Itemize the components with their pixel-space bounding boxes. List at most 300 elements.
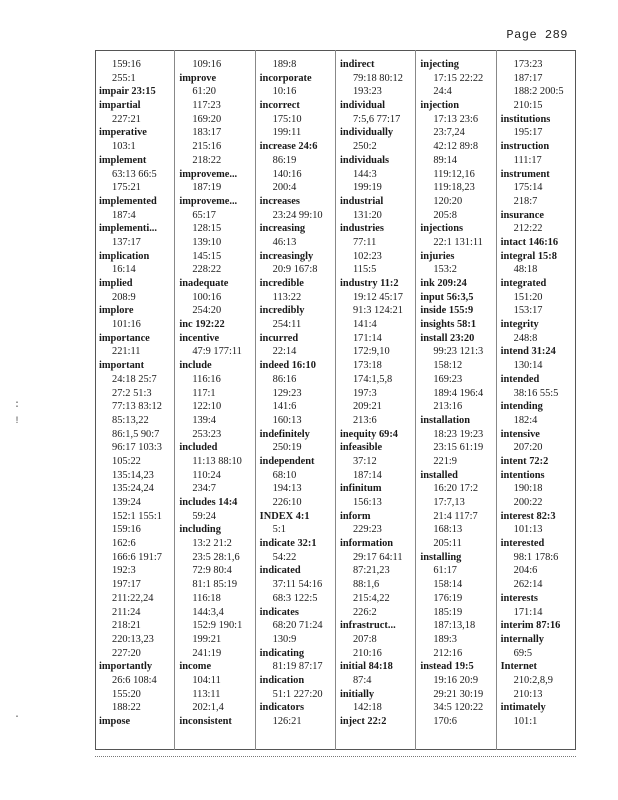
index-reference: 137:17 <box>112 236 141 248</box>
index-reference: 141:4 <box>352 319 377 331</box>
index-reference: 226:2 <box>352 606 377 618</box>
index-reference: 173:23 <box>513 59 543 70</box>
index-reference: 65:17 <box>192 209 216 221</box>
index-term: indefinitely <box>259 428 310 440</box>
index-term: indeed 16:10 <box>259 360 316 372</box>
index-term: instrument <box>500 168 550 180</box>
index-term: injecting <box>420 59 459 70</box>
index-reference: 110:24 <box>192 469 221 481</box>
index-reference: 199:11 <box>272 127 302 139</box>
index-term: income <box>179 661 212 673</box>
index-reference: 205:11 <box>433 538 462 550</box>
index-term: incorrect <box>259 100 300 112</box>
index-reference: 156:13 <box>352 497 382 508</box>
index-reference: 29:17 64:11 <box>352 551 403 563</box>
index-column <box>497 50 576 750</box>
index-reference: 17:15 22:22 <box>433 72 484 84</box>
index-reference: 210:13 <box>513 688 543 700</box>
index-reference: 69:5 <box>513 647 533 659</box>
index-term: instead 19:5 <box>420 661 474 673</box>
index-reference: 199:19 <box>352 182 382 194</box>
index-reference: 86:16 <box>272 373 297 385</box>
index-reference: 113:11 <box>192 688 221 700</box>
index-reference: 241:19 <box>192 647 222 659</box>
index-reference: 142:18 <box>352 702 382 714</box>
index-reference: 81:19 87:17 <box>272 661 323 673</box>
index-reference: 85:13,22 <box>112 414 149 426</box>
index-reference: 190:18 <box>513 483 543 495</box>
index-reference: 47:9 177:11 <box>192 346 242 358</box>
index-reference: 208:9 <box>112 291 136 303</box>
index-reference: 210:15 <box>513 100 543 112</box>
index-term: included <box>179 442 218 454</box>
index-term: inconsistent <box>179 716 232 727</box>
index-reference: 209:21 <box>352 401 382 413</box>
index-reference: 19:12 45:17 <box>352 291 403 303</box>
index-term: indicates <box>259 606 299 618</box>
index-reference: 153:17 <box>513 305 543 317</box>
index-reference: 159:16 <box>112 59 141 70</box>
index-reference: 42:12 89:8 <box>433 141 479 153</box>
index-term: inadequate <box>179 278 229 289</box>
index-reference: 200:22 <box>513 497 543 508</box>
index-reference: 213:16 <box>433 401 463 413</box>
index-reference: 139:4 <box>192 414 216 426</box>
index-term: industrial <box>339 195 384 207</box>
index-reference: 117:23 <box>192 100 221 112</box>
index-term: integral 15:8 <box>500 250 557 262</box>
index-reference: 120:20 <box>433 195 463 207</box>
index-reference: 169:20 <box>192 113 222 125</box>
index-reference: 116:16 <box>192 373 221 385</box>
index-reference: 111:17 <box>513 154 542 166</box>
index-reference: 171:14 <box>352 332 382 344</box>
index-reference: 23:5 28:1,6 <box>192 551 240 563</box>
index-reference: 109:16 <box>192 59 222 70</box>
index-reference: 102:23 <box>352 250 382 262</box>
index-reference: 77:11 <box>352 236 377 248</box>
index-reference: 151:20 <box>513 291 543 303</box>
index-reference: 140:16 <box>272 168 302 180</box>
index-term: improve <box>179 72 217 84</box>
index-term: includes 14:4 <box>179 497 238 508</box>
index-reference: 187:19 <box>192 182 222 194</box>
index-reference: 88:1,6 <box>352 579 380 591</box>
index-reference: 22:1 131:11 <box>433 236 483 248</box>
index-reference: 63:13 66:5 <box>112 168 157 180</box>
index-reference: 192:3 <box>112 565 136 577</box>
index-reference: 210:16 <box>352 647 382 659</box>
index-term: intact 146:16 <box>500 236 559 248</box>
index-reference: 86:19 <box>272 154 297 166</box>
index-reference: 227:21 <box>112 113 141 125</box>
index-reference: 197:3 <box>352 387 377 399</box>
index-reference: 250:19 <box>272 442 302 454</box>
index-term: implication <box>99 250 150 262</box>
index-term: internally <box>500 633 544 645</box>
index-reference: 61:20 <box>192 86 216 98</box>
index-term: important <box>99 360 145 372</box>
index-term: importance <box>99 332 150 344</box>
index-reference: 152:1 155:1 <box>112 510 162 522</box>
index-column <box>175 50 255 750</box>
index-reference: 91:3 124:21 <box>352 305 403 317</box>
index-term: install 23:20 <box>420 332 475 344</box>
index-reference: 215:16 <box>192 141 222 153</box>
index-reference: 176:19 <box>433 592 463 604</box>
index-term: importantly <box>99 661 153 673</box>
index-reference: 211:22,24 <box>112 592 154 604</box>
index-reference: 141:6 <box>272 401 297 413</box>
index-term: injuries <box>420 250 455 262</box>
index-reference: 119:18,23 <box>433 182 475 194</box>
index-reference: 72:9 80:4 <box>192 565 232 577</box>
index-term: implemented <box>99 195 157 207</box>
index-term: include <box>179 360 212 372</box>
index-term: incurred <box>259 332 299 344</box>
index-reference: 37:12 <box>352 455 377 467</box>
index-reference: 185:19 <box>433 606 463 618</box>
index-term: inc 192:22 <box>179 319 225 331</box>
index-reference: 61:17 <box>433 565 457 577</box>
index-term: indicators <box>259 702 305 714</box>
index-column <box>336 50 416 750</box>
index-reference: 34:5 120:22 <box>433 702 484 714</box>
index-term: intended <box>500 373 540 385</box>
index-term: interested <box>500 538 545 550</box>
index-reference: 144:3,4 <box>192 606 224 618</box>
index-reference: 202:1,4 <box>192 702 224 714</box>
index-reference: 116:18 <box>192 592 221 604</box>
index-reference: 23:15 61:19 <box>433 442 484 454</box>
index-term: infinitum <box>339 483 382 495</box>
index-reference: 160:13 <box>272 414 302 426</box>
index-reference: 23:24 99:10 <box>272 209 323 221</box>
index-term: increases <box>259 195 300 207</box>
index-term: intend 31:24 <box>500 346 556 358</box>
index-term: improveme... <box>179 168 238 180</box>
index-reference: 189:3 <box>433 633 457 645</box>
index-reference: 19:16 20:9 <box>433 674 479 686</box>
index-reference: 226:10 <box>272 497 302 508</box>
index-reference: 16:14 <box>112 264 136 276</box>
index-reference: 135:24,24 <box>112 483 154 495</box>
index-reference: 189:4 196:4 <box>433 387 484 399</box>
index-reference: 117:1 <box>192 387 216 399</box>
index-reference: 100:16 <box>192 291 222 303</box>
index-reference: 87:21,23 <box>352 565 390 577</box>
index-term: indicated <box>259 565 301 577</box>
index-reference: 159:16 <box>112 524 141 536</box>
index-reference: 144:3 <box>352 168 377 180</box>
index-term: integrity <box>500 319 539 331</box>
index-reference: 229:23 <box>352 524 382 536</box>
index-reference: 213:6 <box>352 414 377 426</box>
index-reference: 139:24 <box>112 497 141 508</box>
index-term: information <box>339 538 394 550</box>
index-reference: 182:4 <box>513 414 538 426</box>
index-reference: 101:16 <box>112 319 141 331</box>
index-term: impartial <box>99 100 141 112</box>
index-term: interests <box>500 592 538 604</box>
index-term: indicate 32:1 <box>259 538 317 550</box>
page-number: Page 289 <box>506 28 568 42</box>
index-term: implore <box>99 305 134 317</box>
index-term: improveme... <box>179 195 238 207</box>
index-reference: 145:15 <box>192 250 222 262</box>
index-reference: 96:17 103:3 <box>112 442 162 454</box>
index-term: inject 22:2 <box>339 716 387 727</box>
index-reference: 195:17 <box>513 127 543 139</box>
index-term: installed <box>420 469 458 481</box>
index-reference: 86:1,5 90:7 <box>112 428 160 440</box>
index-reference: 77:13 83:12 <box>112 401 162 413</box>
index-reference: 207:8 <box>352 633 377 645</box>
index-term: interest 82:3 <box>500 510 556 522</box>
index-reference: 187:4 <box>112 209 136 221</box>
index-reference: 126:21 <box>272 716 302 727</box>
margin-mark: ! <box>14 416 21 427</box>
index-term: ink 209:24 <box>420 278 467 289</box>
index-reference: 59:24 <box>192 510 216 522</box>
index-term: intensive <box>500 428 540 440</box>
index-reference: 254:11 <box>272 319 302 331</box>
index-reference: 166:6 191:7 <box>112 551 162 563</box>
index-reference: 200:4 <box>272 182 297 194</box>
index-term: insurance <box>500 209 544 221</box>
index-reference: 113:22 <box>272 291 302 303</box>
index-reference: 17:13 23:6 <box>433 113 479 125</box>
index-reference: 153:2 <box>433 264 457 276</box>
index-term: incorporate <box>259 72 312 84</box>
index-reference: 68:10 <box>272 469 297 481</box>
index-reference: 103:1 <box>112 141 136 153</box>
index-reference: 87:4 <box>352 674 372 686</box>
index-term: INDEX 4:1 <box>259 510 310 522</box>
index-term: incredible <box>259 278 304 289</box>
index-reference: 211:24 <box>112 606 141 618</box>
index-reference: 173:18 <box>352 360 382 372</box>
index-reference: 174:1,5,8 <box>352 373 393 385</box>
index-reference: 29:21 30:19 <box>433 688 484 700</box>
index-reference: 115:5 <box>352 264 377 276</box>
index-reference: 162:6 <box>112 538 136 550</box>
index-reference: 158:12 <box>433 360 463 372</box>
index-term: intending <box>500 401 543 413</box>
index-reference: 101:13 <box>513 524 543 536</box>
index-reference: 128:15 <box>192 223 222 235</box>
index-reference: 122:10 <box>192 401 222 413</box>
index-reference: 170:6 <box>433 716 457 727</box>
index-term: inside 155:9 <box>420 305 474 317</box>
index-reference: 51:1 227:20 <box>272 688 323 700</box>
index-term: indirect <box>339 59 375 70</box>
index-reference: 205:8 <box>433 209 457 221</box>
index-column <box>95 50 175 750</box>
index-term: injection <box>420 100 459 112</box>
index-term: impair 23:15 <box>99 86 156 98</box>
index-reference: 262:14 <box>513 579 543 591</box>
index-reference: 253:23 <box>192 428 222 440</box>
index-reference: 169:23 <box>433 373 463 385</box>
index-reference: 218:7 <box>513 195 538 207</box>
index-reference: 187:17 <box>513 72 543 84</box>
index-term: increase 24:6 <box>259 141 318 153</box>
margin-mark: : <box>14 400 21 411</box>
index-reference: 13:2 21:2 <box>192 538 232 550</box>
index-term: including <box>179 524 221 536</box>
index-reference: 158:14 <box>433 579 463 591</box>
index-reference: 68:3 122:5 <box>272 592 318 604</box>
index-reference: 234:7 <box>192 483 216 495</box>
index-reference: 188:22 <box>112 702 141 714</box>
index-reference: 188:2 200:5 <box>513 86 564 98</box>
index-term: industries <box>339 223 384 235</box>
index-term: interim 87:16 <box>500 620 561 632</box>
index-reference: 5:1 <box>272 524 286 536</box>
index-reference: 204:6 <box>513 565 538 577</box>
index-reference: 152:9 190:1 <box>192 620 243 632</box>
index-reference: 135:14,23 <box>112 469 154 481</box>
index-reference: 212:16 <box>433 647 463 659</box>
index-term: incredibly <box>259 305 305 317</box>
index-term: individual <box>339 100 386 112</box>
index-term: individually <box>339 127 394 139</box>
index-reference: 20:9 167:8 <box>272 264 318 276</box>
index-term: incentive <box>179 332 220 344</box>
index-reference: 215:4,22 <box>352 592 390 604</box>
index-reference: 218:22 <box>192 154 222 166</box>
index-term: intent 72:2 <box>500 455 549 467</box>
index-reference: 197:17 <box>112 579 141 591</box>
index-term: instruction <box>500 141 550 153</box>
index-term: intentions <box>500 469 545 481</box>
index-reference: 27:2 51:3 <box>112 387 152 399</box>
index-reference: 254:20 <box>192 305 222 317</box>
index-reference: 194:13 <box>272 483 302 495</box>
index-reference: 250:2 <box>352 141 377 153</box>
index-columns <box>95 50 576 750</box>
index-reference: 221:9 <box>433 455 457 467</box>
index-reference: 187:13,18 <box>433 620 476 632</box>
index-term: increasingly <box>259 250 314 262</box>
index-reference: 22:14 <box>272 346 297 358</box>
index-term: integrated <box>500 278 547 289</box>
index-term: installing <box>420 551 462 563</box>
index-reference: 175:14 <box>513 182 543 194</box>
index-term: infeasible <box>339 442 383 454</box>
index-column <box>416 50 496 750</box>
index-reference: 10:16 <box>272 86 297 98</box>
index-term: impose <box>99 716 131 727</box>
index-reference: 79:18 80:12 <box>352 72 403 84</box>
index-reference: 21:4 117:7 <box>433 510 478 522</box>
index-reference: 175:21 <box>112 182 141 194</box>
index-reference: 23:7,24 <box>433 127 465 139</box>
index-term: inform <box>339 510 371 522</box>
index-reference: 18:23 19:23 <box>433 428 484 440</box>
index-reference: 104:11 <box>192 674 221 686</box>
index-term: input 56:3,5 <box>420 291 474 303</box>
index-reference: 99:23 121:3 <box>433 346 484 358</box>
index-reference: 48:18 <box>513 264 538 276</box>
bottom-rule <box>95 756 576 757</box>
index-term: installation <box>420 414 470 426</box>
index-reference: 130:14 <box>513 360 543 372</box>
index-reference: 227:20 <box>112 647 141 659</box>
index-reference: 105:22 <box>112 455 141 467</box>
index-reference: 16:20 17:2 <box>433 483 479 495</box>
index-term: indication <box>259 674 305 686</box>
index-reference: 199:21 <box>192 633 222 645</box>
index-reference: 228:22 <box>192 264 222 276</box>
index-reference: 37:11 54:16 <box>272 579 323 591</box>
index-term: intimately <box>500 702 546 714</box>
index-reference: 255:1 <box>112 72 136 84</box>
index-reference: 189:8 <box>272 59 297 70</box>
index-reference: 46:13 <box>272 236 297 248</box>
index-column <box>256 50 336 750</box>
index-reference: 54:22 <box>272 551 297 563</box>
index-reference: 183:17 <box>192 127 222 139</box>
index-term: infrastruct... <box>339 620 396 632</box>
index-term: individuals <box>339 154 390 166</box>
index-reference: 221:11 <box>112 346 141 358</box>
index-term: Internet <box>500 661 537 673</box>
index-reference: 38:16 55:5 <box>513 387 559 399</box>
index-reference: 101:1 <box>513 716 538 727</box>
index-reference: 24:4 <box>433 86 452 98</box>
index-reference: 81:1 85:19 <box>192 579 238 591</box>
index-reference: 248:8 <box>513 332 538 344</box>
index-term: insights 58:1 <box>420 319 477 331</box>
index-term: initially <box>339 688 375 700</box>
index-reference: 139:10 <box>192 236 222 248</box>
margin-mark: · <box>14 712 21 723</box>
index-reference: 212:22 <box>513 223 543 235</box>
index-reference: 26:6 108:4 <box>112 674 157 686</box>
index-reference: 207:20 <box>513 442 543 454</box>
index-term: initial 84:18 <box>339 661 393 673</box>
index-reference: 68:20 71:24 <box>272 620 323 632</box>
index-reference: 131:20 <box>352 209 382 221</box>
index-term: injections <box>420 223 464 235</box>
index-reference: 193:23 <box>352 86 382 98</box>
index-term: institutions <box>500 113 551 125</box>
index-reference: 171:14 <box>513 606 543 618</box>
index-reference: 119:12,16 <box>433 168 475 180</box>
index-term: implement <box>99 154 147 166</box>
index-reference: 168:13 <box>433 524 463 536</box>
index-term: imperative <box>99 127 147 139</box>
index-reference: 7:5,6 77:17 <box>352 113 401 125</box>
index-term: implementi... <box>99 223 158 235</box>
index-term: increasing <box>259 223 306 235</box>
index-reference: 155:20 <box>112 688 141 700</box>
index-reference: 89:14 <box>433 154 457 166</box>
index-reference: 24:18 25:7 <box>112 373 157 385</box>
index-reference: 187:14 <box>352 469 382 481</box>
index-term: industry 11:2 <box>339 278 399 289</box>
index-term: inequity 69:4 <box>339 428 399 440</box>
index-reference: 175:10 <box>272 113 302 125</box>
index-reference: 218:21 <box>112 620 141 632</box>
index-term: implied <box>99 278 133 289</box>
index-reference: 172:9,10 <box>352 346 390 358</box>
index-reference: 210:2,8,9 <box>513 674 553 686</box>
index-reference: 17:7,13 <box>433 497 465 508</box>
index-reference: 130:9 <box>272 633 297 645</box>
